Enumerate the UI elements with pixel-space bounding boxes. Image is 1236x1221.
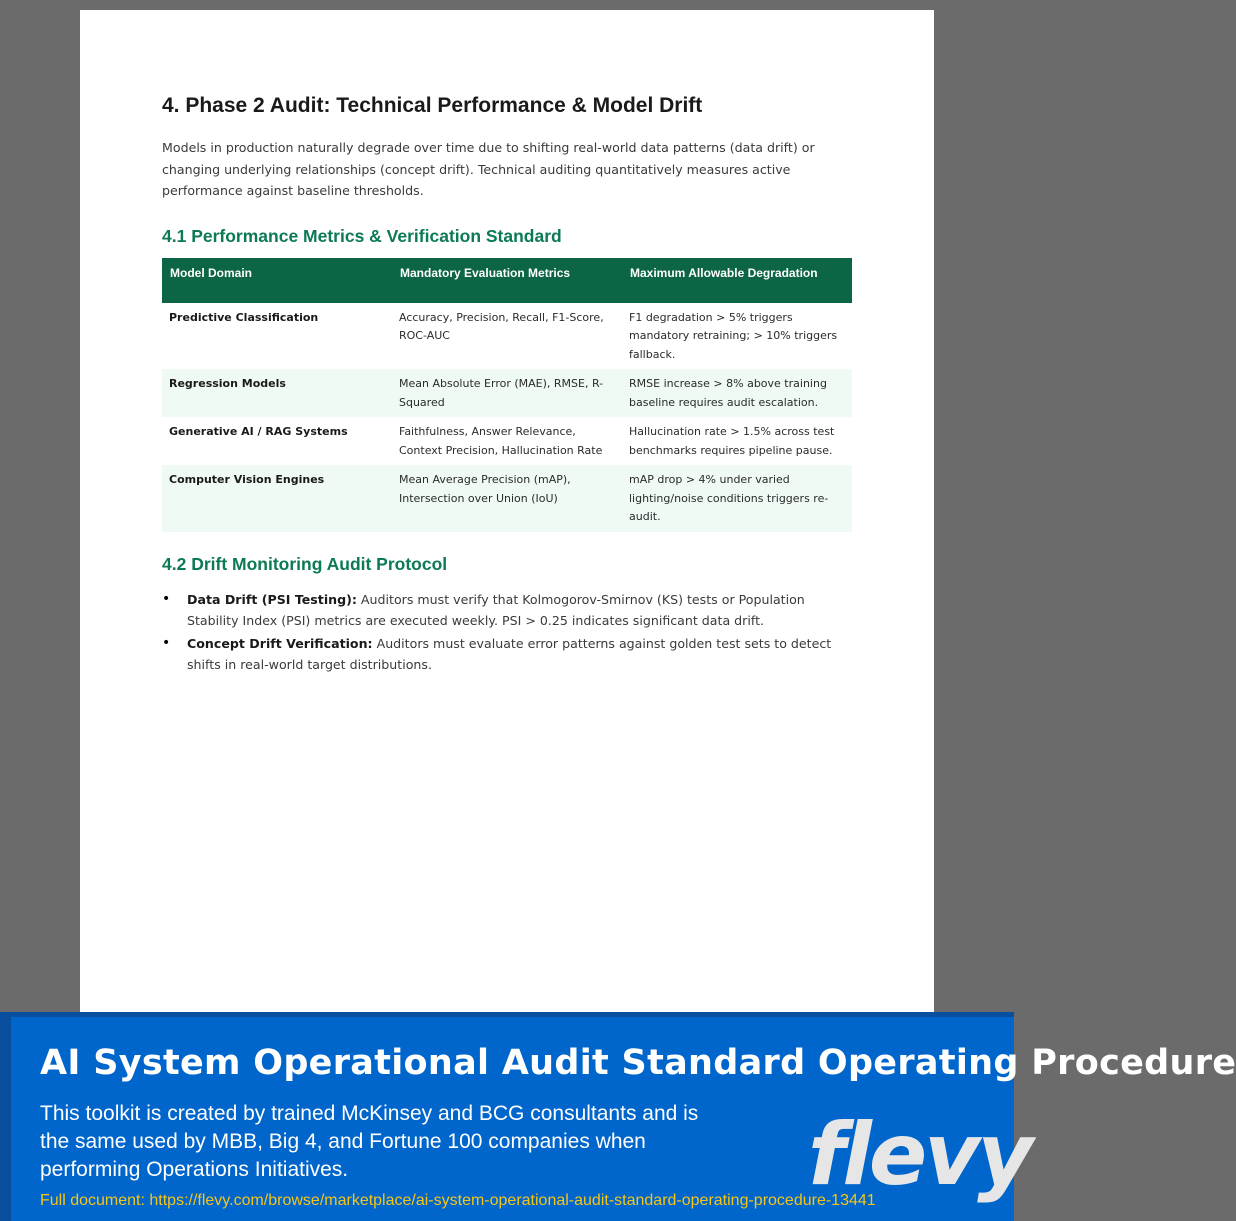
intro-paragraph: Models in production naturally degrade over time due to shifting real-world data patterns (data drift) or changing underlying relationships (concept drift). Technical auditing quantitatively measures active performance against baseline thresholds. xyxy=(162,140,815,198)
table-cell-degradation: F1 degradation > 5% triggers mandatory retraining; > 10% triggers fallback. xyxy=(629,310,838,361)
table-cell-degradation: mAP drop > 4% under varied lighting/noise conditions triggers re-audit. xyxy=(622,465,852,532)
list-item-lead: Concept Drift Verification: xyxy=(187,635,373,651)
table-cell-metrics: Accuracy, Precision, Recall, F1-Score, ROC-AUC xyxy=(399,310,604,342)
banner-edge xyxy=(0,1017,11,1221)
list-item-text: Auditors must verify that Kolmogorov-Smirnov (KS) tests or Population Stability Index (PSI) metrics are executed weekly. PSI > 0.25 indicates significant data drift. xyxy=(187,591,805,628)
promo-banner xyxy=(0,1012,1236,1221)
document-page xyxy=(80,10,934,1012)
table-header-cell: Maximum Allowable Degradation xyxy=(622,258,852,303)
table-cell-degradation: Hallucination rate > 1.5% across test benchmarks requires pipeline pause. xyxy=(629,425,835,457)
full-document-link[interactable]: Full document: https://flevy.com/browse/marketplace/ai-system-operational-audit-standard-operating-procedure-13441 xyxy=(40,1192,876,1209)
drift-protocol-list xyxy=(162,589,852,675)
table-row xyxy=(162,303,852,370)
list-item xyxy=(162,633,852,675)
list-item xyxy=(162,589,852,631)
table-header-row xyxy=(162,258,852,303)
list-item-lead: Data Drift (PSI Testing): xyxy=(187,591,357,607)
bullet-icon: • xyxy=(162,634,171,651)
page-heading: 4. Phase 2 Audit: Technical Performance & Model Drift xyxy=(162,94,703,117)
table-header-cell: Mandatory Evaluation Metrics xyxy=(392,258,622,303)
table-header-cell: Model Domain xyxy=(162,258,392,303)
banner-title: AI System Operational Audit Standard Operating Procedure xyxy=(40,1043,1236,1083)
table-cell-domain: Generative AI / RAG Systems xyxy=(169,425,348,438)
table-cell-domain: Computer Vision Engines xyxy=(162,465,392,532)
table-row xyxy=(162,465,852,532)
table-cell-degradation: RMSE increase > 8% above training baseline requires audit escalation. xyxy=(622,369,852,417)
section-heading-4-2: 4.2 Drift Monitoring Audit Protocol xyxy=(162,553,448,574)
list-item-text: Auditors must evaluate error patterns against golden test sets to detect shifts in real-world target distributions. xyxy=(187,635,832,672)
banner-description: This toolkit is created by trained McKinsey and BCG consultants and is the same used by MBB, Big 4, and Fortune 100 companies when performing Operations Initiatives. xyxy=(40,1102,699,1181)
bullet-icon: • xyxy=(162,590,171,607)
table-cell-domain: Regression Models xyxy=(162,369,392,417)
table-cell-domain: Predictive Classification xyxy=(169,310,319,324)
table-row xyxy=(162,369,852,417)
table-cell-metrics: Faithfulness, Answer Relevance, Context Precision, Hallucination Rate xyxy=(399,425,603,457)
section-heading-4-1: 4.1 Performance Metrics & Verification Standard xyxy=(162,225,562,246)
table-row xyxy=(162,417,852,465)
page-content xyxy=(162,92,852,677)
table-cell-metrics: Mean Absolute Error (MAE), RMSE, R-Squared xyxy=(392,369,622,417)
flevy-logo: flevy xyxy=(808,1105,1031,1205)
table-cell-metrics: Mean Average Precision (mAP), Intersection over Union (IoU) xyxy=(392,465,622,532)
metrics-table xyxy=(162,258,852,532)
